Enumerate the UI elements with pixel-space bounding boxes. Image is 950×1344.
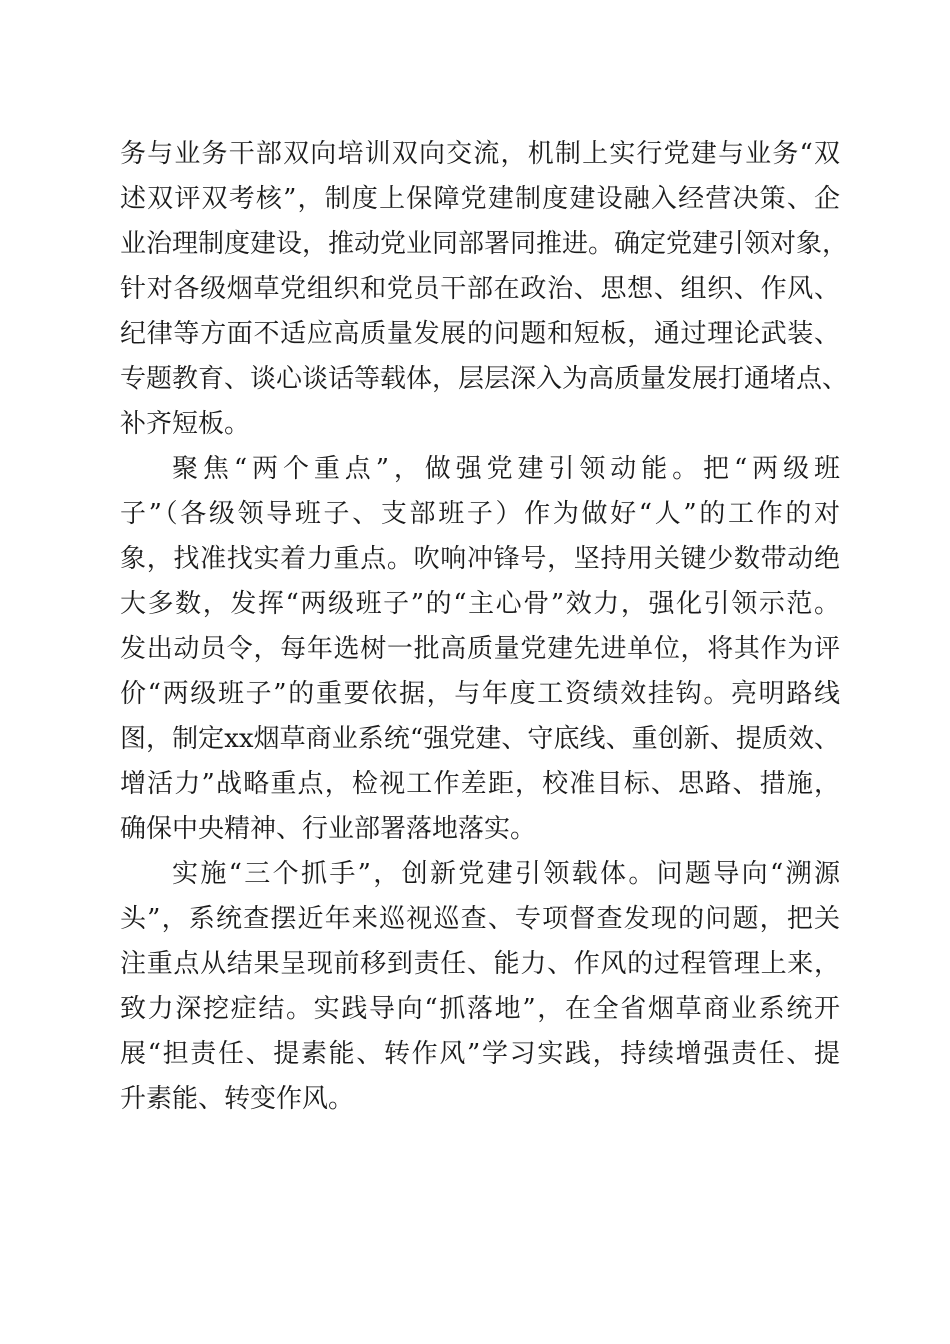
text-line: 价“两级班子”的重要依据，与年度工资绩效挂钩。亮明路线 bbox=[120, 679, 840, 709]
paragraph-2 bbox=[120, 447, 840, 852]
text-line: 专题教育、谈心谈话等载体，层层深入为高质量发展打通堵点、 bbox=[120, 364, 849, 394]
text-line: 大多数，发挥“两级班子”的“主心骨”效力，强化引领示范。 bbox=[120, 589, 840, 619]
text-line: 图，制定xx烟草商业系统“强党建、守底线、重创新、提质效、 bbox=[120, 724, 840, 754]
text-line: 业治理制度建设，推动党业同部署同推进。确定党建引领对象， bbox=[120, 229, 849, 259]
text-line: 头”，系统查摆近年来巡视巡查、专项督查发现的问题，把关 bbox=[120, 904, 840, 934]
text-line: 增活力”战略重点，检视工作差距，校准目标、思路、措施， bbox=[120, 769, 840, 799]
text-line: 纪律等方面不适应高质量发展的问题和短板，通过理论武装、 bbox=[120, 319, 840, 349]
paragraph-1 bbox=[120, 132, 849, 447]
text-line: 子”（各级领导班子、支部班子）作为做好“人”的工作的对 bbox=[120, 499, 840, 529]
text-line: 聚焦“两个重点”，做强党建引领动能。把“两级班 bbox=[172, 454, 840, 484]
text-line: 象，找准找实着力重点。吹响冲锋号，坚持用关键少数带动绝 bbox=[120, 544, 840, 574]
text-line: 实施“三个抓手”，创新党建引领载体。问题导向“溯源 bbox=[172, 859, 840, 889]
text-line: 针对各级烟草党组织和党员干部在政治、思想、组织、作风、 bbox=[120, 274, 840, 304]
text-line: 务与业务干部双向培训双向交流，机制上实行党建与业务“双 bbox=[120, 139, 840, 169]
document-body bbox=[120, 132, 849, 1122]
text-line: 补齐短板。 bbox=[120, 409, 251, 439]
text-line: 注重点从结果呈现前移到责任、能力、作风的过程管理上来， bbox=[120, 949, 840, 979]
text-line: 展“担责任、提素能、转作风”学习实践，持续增强责任、提 bbox=[120, 1039, 840, 1069]
text-line: 述双评双考核”，制度上保障党建制度建设融入经营决策、企 bbox=[120, 184, 840, 214]
text-line: 确保中央精神、行业部署落地落实。 bbox=[120, 814, 537, 844]
paragraph-3 bbox=[120, 852, 840, 1122]
text-line: 致力深挖症结。实践导向“抓落地”，在全省烟草商业系统开 bbox=[120, 994, 840, 1024]
text-line: 发出动员令，每年选树一批高质量党建先进单位，将其作为评 bbox=[120, 634, 840, 664]
text-line: 升素能、转变作风。 bbox=[120, 1084, 355, 1114]
